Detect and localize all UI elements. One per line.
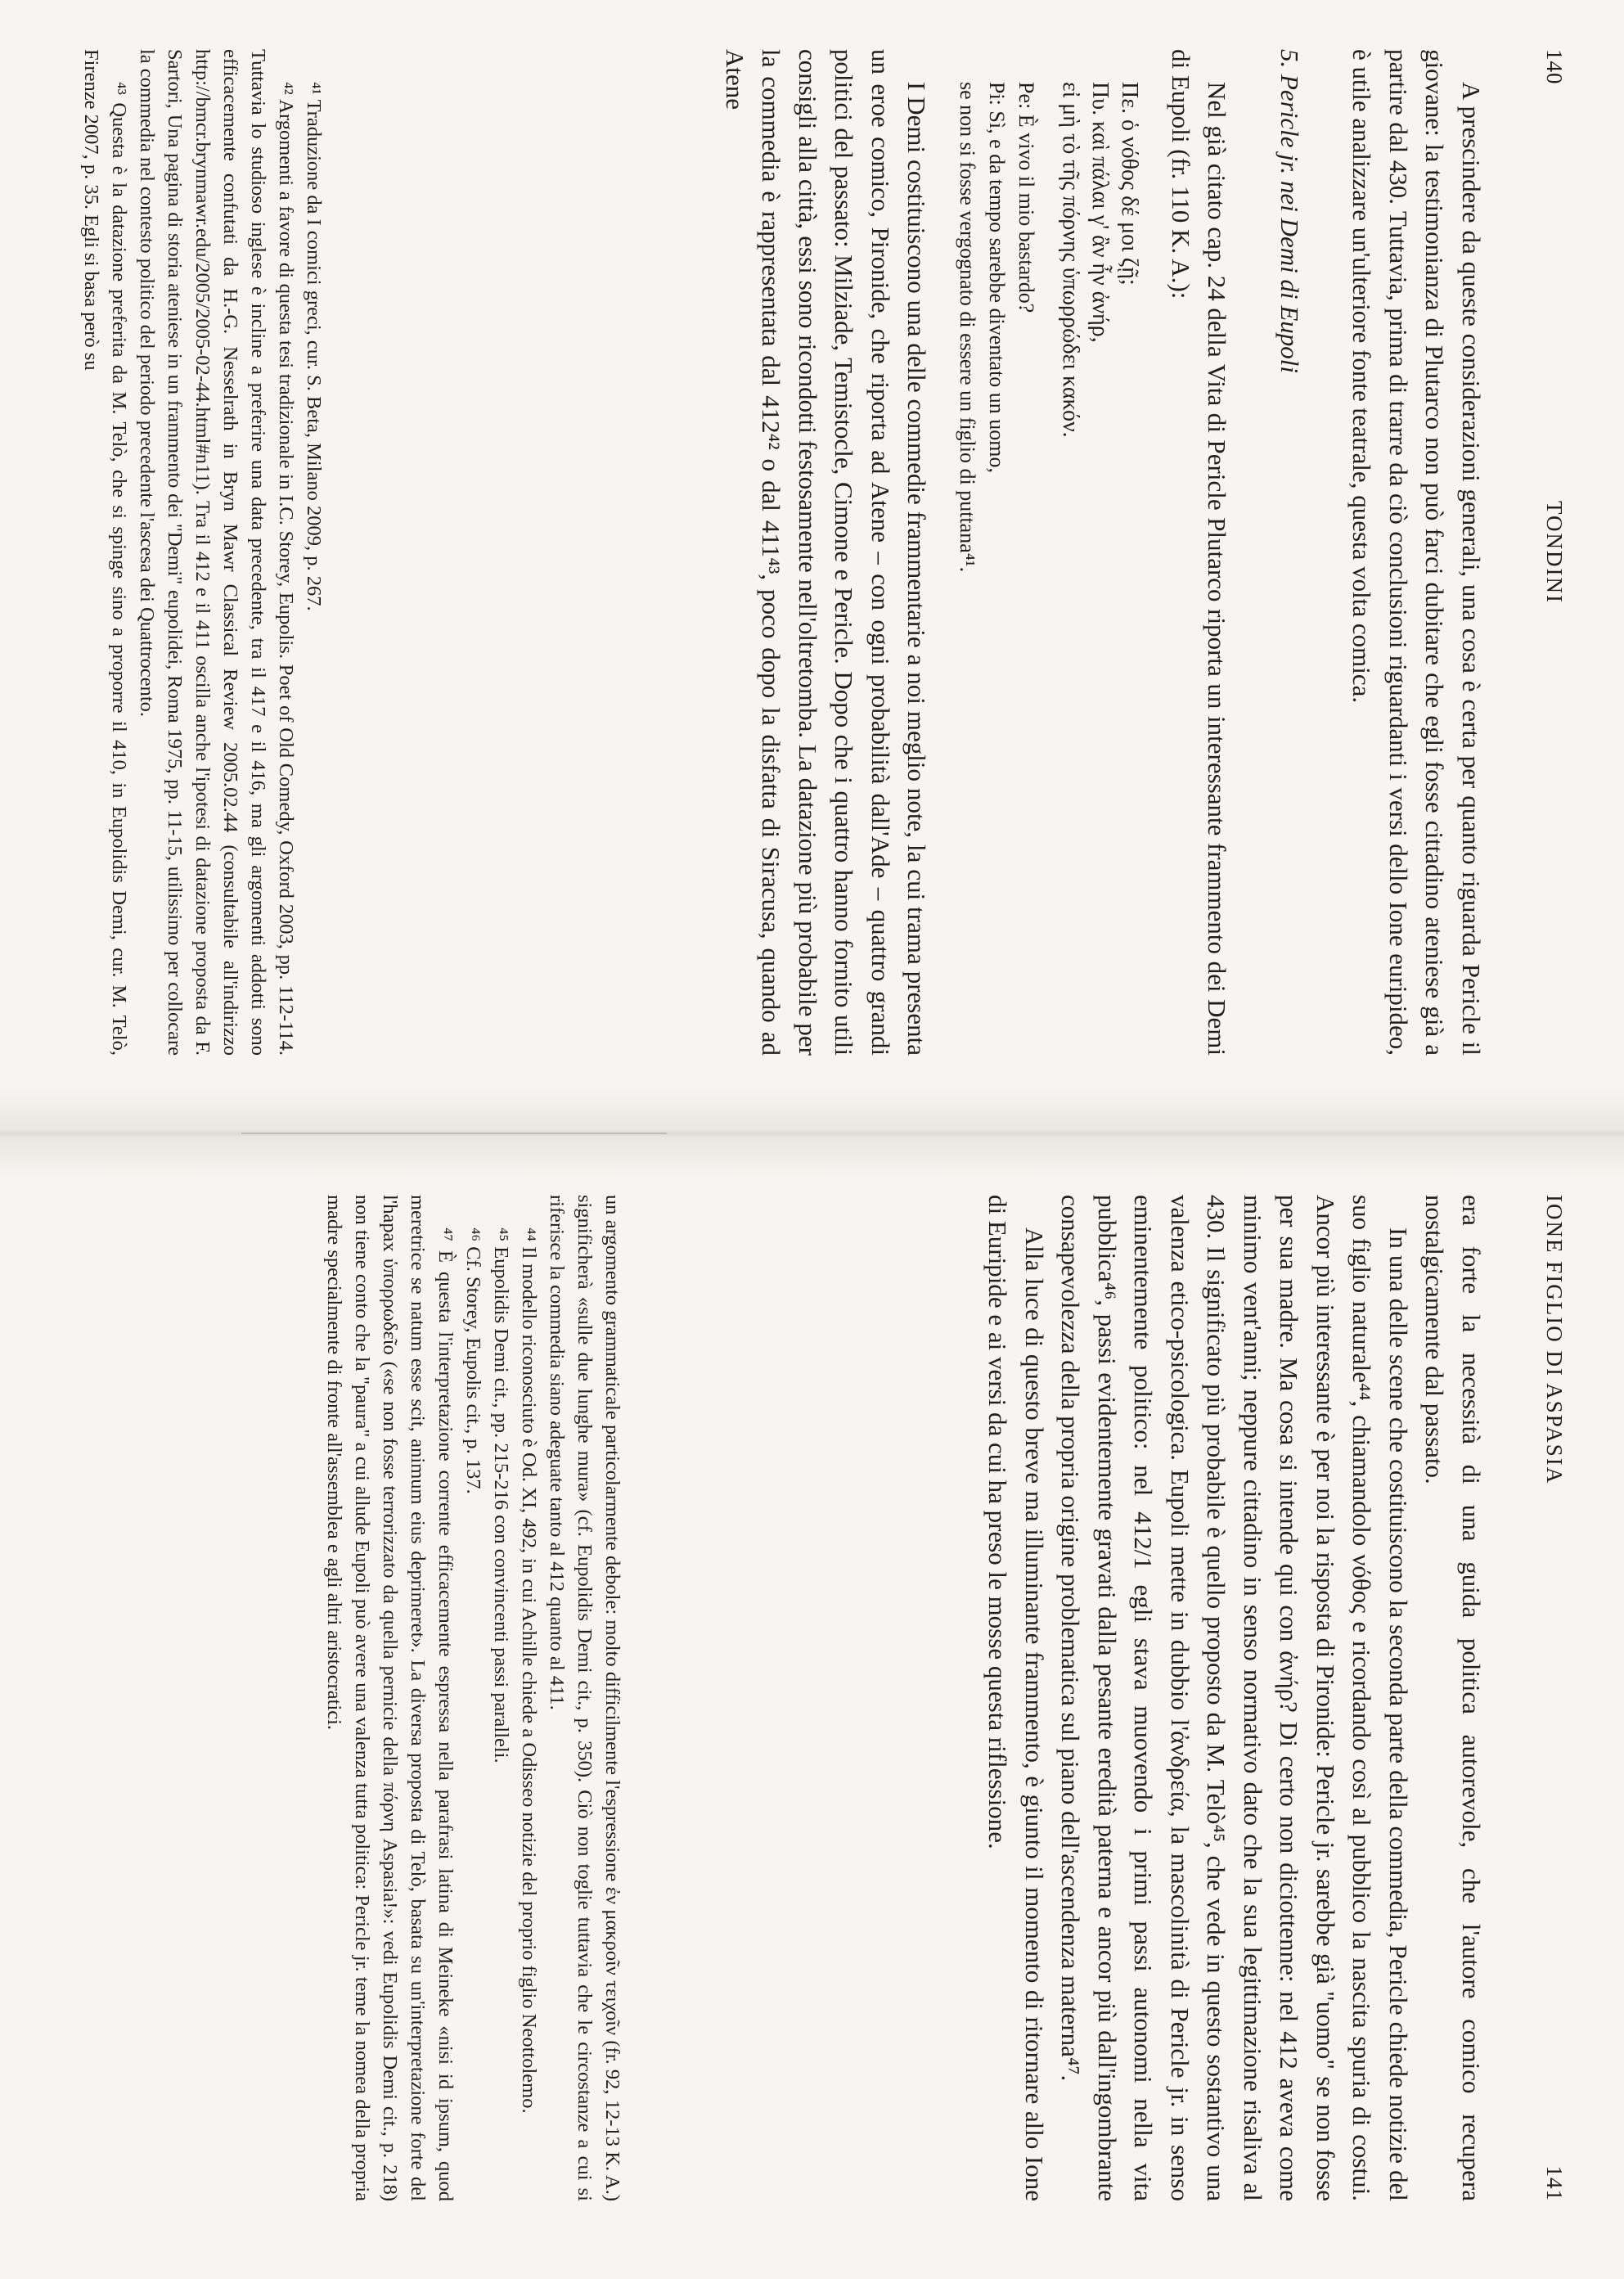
right-running-head [1534,1195,1567,2201]
left-paragraph-1: A prescindere da queste considerazioni generali, una cosa è certa per quanto riguarda Pericle il giovane: la testimonianza di Plutarco non può farci dubitare che egli fosse cittadino ateniese già a partire dal 430. Tuttavia, prima di trarre da ciò conclusioni riguardanti i versi dello Ione euripideo, è utile analizzare un'ulteriore fonte teatrale, questa volta comica. [1347,49,1486,1056]
footnote-43: ⁴³ Questa è la datazione preferita da M. Telò, che si spinge sino a proporre il 410, in Eupolidis Demi, cur. M. Telò, Firenze 2007, p. 35. Egli si basa però su [80,49,130,1056]
footnote-45: ⁴⁵ Eupolidis Demi cit., pp. 215-216 con convincenti passi paralleli. [490,1227,512,1763]
footnote-42: ⁴² Argomenti a favore di questa tesi tradizionale in I.C. Storey, Eupolis. Poet of Old Comedy, Oxford 2003, pp. 112-114. Tuttavia lo studioso inglese è incline a preferire una data precedente, tra il 417 e il 416, ma gli argomenti addotti sono efficacemente confutati da H.-G. Nesselrath in Bryn Mawr Classical Review 2005.02.44 (consultabile all'indirizzo http://bmcr.brynmawr.edu/2005/2005-02-44.html#n11). Tra il 412 e il 411 oscilla anche l'ipotesi di datazione proposta da F. Sartori, Una pagina di storia ateniese in un frammento dei "Demi" eupolidei, Roma 1975, pp. 11-15, utilissimo per collocare la commedia nel contesto politico del periodo precedente l'ascesa dei Quattrocento. [136,49,297,1056]
greek-line-2: Πυ. καὶ πάλαι γ' ἂν ἦν ἀνήρ, [1087,82,1113,343]
greek-line-1: Πε. ὁ νόθος δέ μοι ζῇ; [1117,82,1143,286]
right-running-title: IONE FIGLIO DI ASPASIA [1542,1195,1567,1485]
footnote-41: ⁴¹ Traduzione da I comici greci, cur. S. Beta, Milano 2009, p. 267. [303,82,325,611]
translation-line-1: Pe: È vivo il mio bastardo? [1014,82,1039,313]
left-running-head [1534,49,1567,1056]
greek-line-3: εἰ μὴ τὸ τῆς πόρνης ὑπωρρώδει κακόν. [1058,82,1084,438]
footnote-47: ⁴⁷ È questa l'interpretazione corrente efficacemente espressa nella parafrasi latina di Meineke «nisi id ipsum, quod meretrice se natum esse scit, animum eius deprimeret». La diversa proposta di Telò, basata su un'interpretazione forte del l'hapax ὑπορρωδεῖο («se non fosse terrorizzato da quella pernicie della πόρνη Aspasia!»: vedi Eupolidis Demi cit., p. 218) non tiene conto che la "paura" a cui allude Eupoli può avere una valenza tutta politica: Pericle jr. teme la nomea della propria madre specialmente di fronte all'assemblea e agli altri aristocratici. [323,1195,457,2201]
left-running-title: TONDINI [1542,501,1567,604]
right-page [53,1195,1567,2201]
footnote-46: ⁴⁶ Cf. Storey, Eupolis cit., p. 137. [462,1227,484,1494]
right-paragraph-3: Alla luce di questo breve ma illuminante frammento, è giunto il momento di ritornare allo Ione di Euripide e ai versi da cui ha preso le mosse questa riflessione. [983,1195,1049,2201]
eupolis-quote [953,82,1145,1056]
left-paragraph-2: Nel già citato cap. 24 della Vita di Pericle Plutarco riporta un interessante frammento dei Demi di Eupoli (fr. 110 K. A.): [1167,49,1232,1056]
left-footnotes [77,49,327,1056]
right-body-text [979,1195,1489,2201]
right-paragraph-1: era forte la necessità di una guida politica autorevole, che l'autore comico recupera nostalgicamente dal passato. [1420,1195,1486,2201]
left-page-number: 140 [1542,49,1567,85]
footnote-44: ⁴⁴ Il modello riconosciuto è Od. XI, 492, in cui Achille chiede a Odisseo notizie del proprio figlio Neottolemo. [518,1227,540,2114]
left-body-text [717,49,1490,1056]
translation-line-2: Pi: Sì, e da tempo sarebbe diventato un uomo, [985,82,1010,474]
left-page [53,49,1567,1056]
section-heading: 5. Pericle jr. nei Demi di Eupoli [1275,49,1304,374]
translation-line-3: se non si fosse vergognato di essere un figlio di puttana⁴¹. [956,82,980,573]
footnote-continuation: un argomento grammaticale particolarmente debole: molto difficilmente l'espressione ἐν μακροῖν τειχοῖν (fr. 92, 12-13 K. A.) significherà «sulle due lunghe mura» (cf. Eupolidis Demi cit., p. 350). Ciò non toglie tuttavia che le circostanze a cui si riferisce la commedia siano adeguate tanto al 412 quanto al 411. [546,1195,623,2201]
right-paragraph-2: In una delle scene che costituiscono la seconda parte della commedia, Pericle chiede notizie del suo figlio naturale⁴⁴, chiamandolo νόθος e ricordando così al pubblico la nascita spuria di costui. Ancor più interessante è per noi la risposta di Pironide: Pericle jr. sarebbe già "uomo" se non fosse per sua madre. Ma cosa si intende qui con ἀνήρ? Di certo non diciottenne: nel 412 aveva come minimo vent'anni; neppure cittadino in senso normativo dato che la sua legittimazione risaliva al 430. Il significato più probabile è quello proposto da M. Telò⁴⁵, che vede in questo sostantivo una valenza etico-psicologica. Eupoli mette in dubbio l'ἀνδρεία, la mascolinità di Pericle jr. in senso eminentemente politico: nel 412/1 egli stava muovendo i primi passi autonomi nella vita pubblica⁴⁶, passi evidentemente gravati dalla pesante eredità paterna e ancor più dall'ingombrante consapevolezza della propria origine problematica sul piano dell'ascendenza materna⁴⁷. [1056,1195,1413,2201]
right-page-number: 141 [1542,2165,1567,2201]
left-paragraph-3: I Demi costituiscono una delle commedie frammentarie a noi meglio note, la cui trama presenta un eroe comico, Pironide, che riporta ad Atene – con ogni probabilità dall'Ade – quattro grandi politici del passato: Milziade, Temistocle, Cimone e Pericle. Dopo che i quattro hanno fornito utili consigli alla città, essi sono ricondotti festosamente nell'oltretomba. La datazione più probabile per la commedia è rappresentata dal 412⁴² o dal 411⁴³, poco dopo la disfatta di Siracusa, quando ad Atene [721,49,932,1056]
right-footnotes [320,1195,626,2201]
gutter-shadow-line [241,1133,667,1134]
